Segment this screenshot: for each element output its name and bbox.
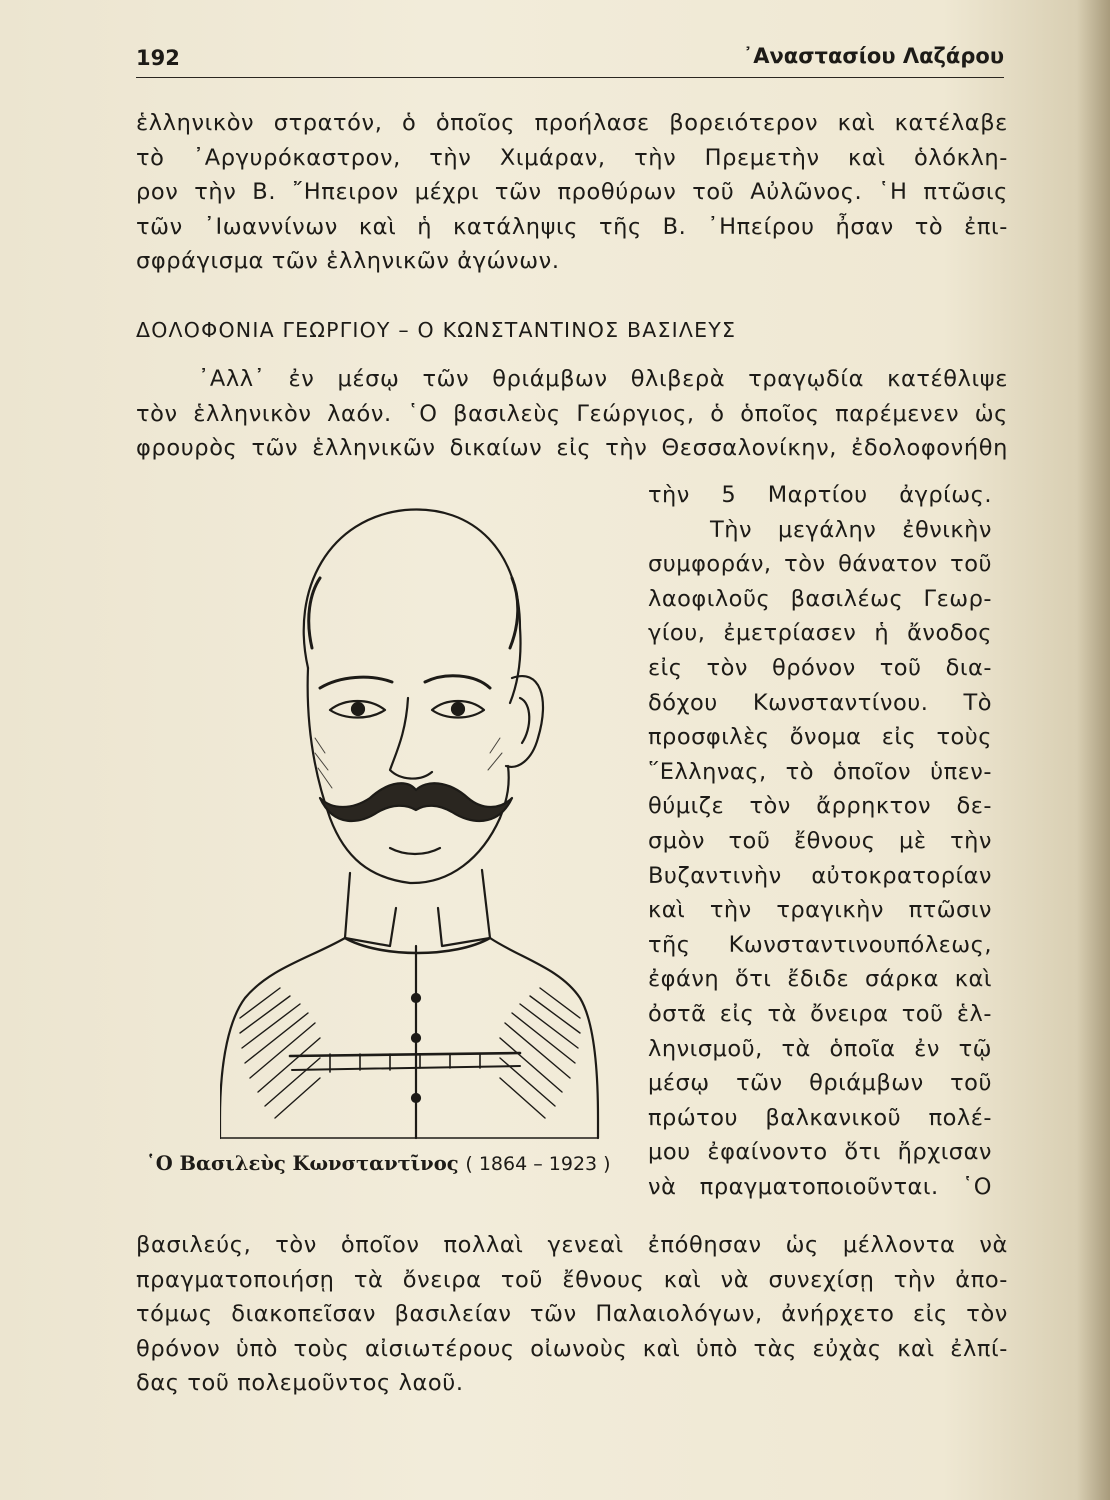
text-line: φρουρὸς τῶν ἑλληνικῶν δικαίων εἰς τὴν Θεσσαλονίκην, ἐδολοφονήθη (136, 435, 1008, 462)
header-rule (136, 77, 1004, 78)
text-line: Τὴν μεγάλην ἐθνικὴν (710, 516, 992, 543)
text-line: θύμιζε τὸν ἄρρηκτον δε- (648, 793, 992, 820)
text-line: τὴν 5 Μαρτίου ἀγρίως. (648, 482, 992, 508)
page-header (136, 44, 1004, 78)
text-line: τῆς Κωνσταντινουπόλεως, (648, 931, 992, 958)
ear (506, 676, 543, 767)
text-line: Βυζαντινὴν αὐτοκρατορίαν (648, 862, 992, 889)
portrait-illustration (220, 498, 600, 1148)
text-line: σμὸν τοῦ ἔθνους μὲ τὴν (648, 827, 992, 854)
text-line: ᾽Αλλ᾽ ἐν μέσῳ τῶν θριάμβων θλιβερὰ τραγῳδία κατέθλιψε (198, 366, 1008, 392)
text-line: θρόνον ὑπὸ τοὺς αἰσιωτέρους οἰωνοὺς καὶ ὑπὸ τὰς εὐχὰς καὶ ἐλπί- (136, 1335, 1008, 1362)
caption-name: ῾Ο Βασιλεὺς Κωνσταντῖνος (146, 1152, 459, 1175)
text-line: ῞Ελληνας, τὸ ὁποῖον ὑπεν- (648, 758, 992, 785)
text-line: μου ἐφαίνοντο ὅτι ἤρχισαν (648, 1139, 992, 1166)
text-line: εἰς τὸν θρόνον τοῦ δια- (648, 654, 992, 681)
text-line: νὰ πραγματοποιοῦνται. ῾Ο (648, 1173, 992, 1200)
text-line: πρώτου βαλκανικοῦ πολέ- (648, 1104, 992, 1131)
text-line: ληνισμοῦ, τὰ ὁποῖα ἐν τῷ (648, 1035, 992, 1062)
moustache (320, 783, 512, 821)
text-line: προσφιλὲς ὄνομα εἰς τοὺς (648, 724, 992, 751)
intro-paragraph (136, 106, 1008, 279)
text-line: τόμως διακοπεῖσαν βασιλείαν τῶν Παλαιολόγων, ἀνήρχετο εἰς τὸν (136, 1301, 1008, 1328)
head-outline (304, 510, 521, 703)
text-line: γίου, ἐμετρίασεν ἡ ἄνοδος (648, 620, 992, 647)
text-line: ἐφάνη ὅτι ἔδιδε σάρκα καὶ (648, 966, 992, 993)
assassination-paragraph (136, 362, 1008, 466)
text-line: δόχου Κωνσταντίνου. Τὸ (648, 689, 992, 716)
text-line: τὸν ἑλληνικὸν λαόν. ῾Ο βασιλεὺς Γεώργιος, ὁ ὁποῖος παρέμενεν ὡς (136, 400, 1008, 427)
tunic-left (220, 938, 345, 1138)
text-line: βασιλεύς, τὸν ὁποῖον πολλαὶ γενεαὶ ἐπόθησαν ὡς μέλλοντα νὰ (136, 1232, 1008, 1258)
text-line: τῶν ᾽Ιωαννίνων καὶ ἡ κατάληψις τῆς Β. ᾽Ηπείρου ἦσαν τὸ ἐπι- (136, 213, 1008, 240)
text-line: ἑλληνικὸν στρατόν, ὁ ὁποῖος προήλασε βορειότερον καὶ κατέλαβε (136, 110, 1008, 136)
caption-dates: ( 1864 – 1923 ) (465, 1153, 611, 1175)
text-line: καὶ τὴν τραγικὴν πτῶσιν (648, 897, 992, 924)
page-number: 192 (136, 46, 180, 70)
text-line: σφράγισμα τῶν ἑλληνικῶν ἀγώνων. (136, 248, 560, 275)
text-line: δας τοῦ πολεμοῦντος λαοῦ. (136, 1370, 464, 1397)
text-line: ὀστᾶ εἰς τὰ ὄνειρα τοῦ ἑλ- (648, 1000, 992, 1027)
text-line: λαοφιλοῦς βασιλέως Γεωρ- (648, 585, 992, 612)
side-column-text (648, 478, 992, 1204)
text-line: τὸ ᾽Αργυρόκαστρον, τὴν Χιμάραν, τὴν Πρεμετὴν καὶ ὁλόκλη- (136, 144, 1008, 171)
portrait-caption (146, 1152, 632, 1175)
text-line: πραγματοποιήσῃ τὰ ὄνειρα τοῦ ἔθνους καὶ νὰ συνεχίσῃ τὴν ἀπο- (136, 1266, 1008, 1293)
text-line: ρον τὴν Β. ῎Ηπειρον μέχρι τῶν προθύρων τοῦ Αὐλῶνος. ῾Η πτῶσις (136, 179, 1008, 206)
text-line: μέσῳ τῶν θριάμβων τοῦ (648, 1070, 992, 1097)
text-line: συμφοράν, τὸν θάνατον τοῦ (648, 551, 992, 578)
closing-paragraph (136, 1228, 1008, 1401)
section-heading: ΔΟΛΟΦΟΝΙΑ ΓΕΩΡΓΙΟΥ – Ο ΚΩΝΣΤΑΝΤΙΝΟΣ ΒΑΣΙΛΕΥΣ (136, 318, 737, 342)
running-head: ᾽Αναστασίου Λαζάρου (742, 44, 1004, 68)
